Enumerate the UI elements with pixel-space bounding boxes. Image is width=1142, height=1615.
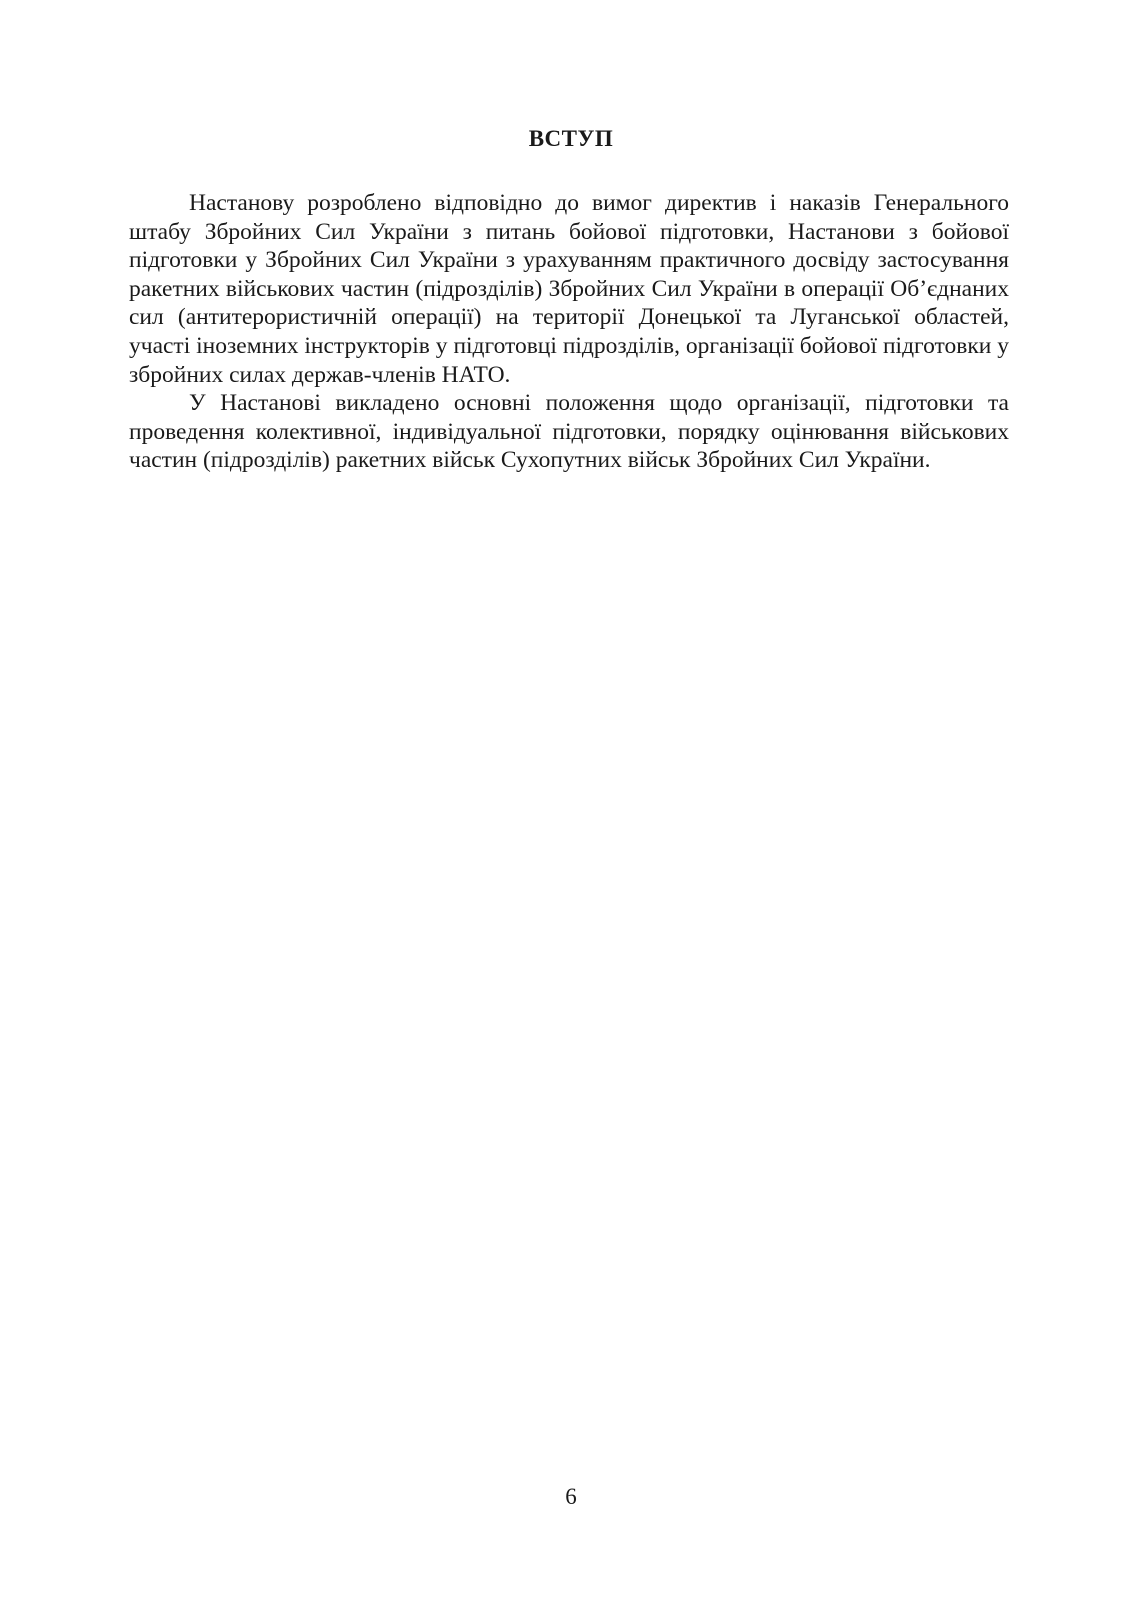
paragraph-1: Настанову розроблено відповідно до вимог директив і наказів Генерального штабу Збройних Сил України з питань бойової підготовки, Настанови з бойової підготовки у Збройних Сил України з урахуванням практичного досвіду застосування ракетних військових частин (підрозділів) Збройних Сил України в операції Об’єднаних сил (антитерористичній операції) на території Донецької та Луганської областей, участі іноземних інструкторів у підготовці підрозділів, організації бойової підготовки у збройних силах держав-членів НАТО. bbox=[129, 190, 1009, 388]
section-heading: ВСТУП bbox=[528, 126, 614, 151]
paragraph-2: У Настанові викладено основні положення щодо організації, підготовки та проведення колективної, індивідуальної підготовки, порядку оцінювання військових частин (підрозділів) ракетних військ Сухопутних військ Збройних Сил України. bbox=[129, 390, 1009, 474]
page-number: 6 bbox=[565, 1484, 577, 1509]
body-text bbox=[129, 189, 1009, 475]
